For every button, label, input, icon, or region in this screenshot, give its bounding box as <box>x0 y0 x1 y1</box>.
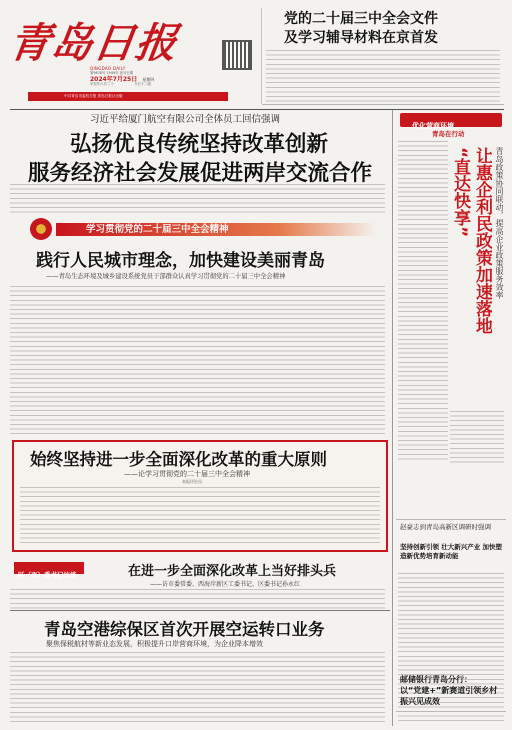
district-subtitle: ——访市委常委、西海岸新区工委书记、区委书记孙永红 <box>150 581 301 588</box>
issue-line: 第9876号 1949年 创刊日期 <box>90 71 134 75</box>
bottom-story-title: 青岛空港综保区首次开展空运转口业务 <box>44 620 325 639</box>
boxed-editorial-byline: 本报评论员 <box>182 479 202 484</box>
sidebar-column-sub: 青岛在行动 <box>432 130 465 138</box>
page-count: 今日十二版 <box>134 82 151 86</box>
sidebar-brief-2-sub: 以“党建+”新赛道引领乡村振兴见成效 <box>400 686 498 706</box>
district-body <box>10 589 385 611</box>
top-story-body <box>266 50 500 102</box>
district-story <box>10 556 390 616</box>
sidebar-column-tag <box>400 113 502 130</box>
second-story <box>10 244 390 439</box>
second-story-body <box>10 286 385 434</box>
lead-title-line2: 服务经济社会发展促进两岸交流合作 <box>28 161 373 186</box>
masthead-qr-code <box>222 40 252 70</box>
sidebar-brief-1-title: 赵豪志到青岛高新区调研时强调 <box>400 523 491 531</box>
bottom-story-body <box>10 652 385 724</box>
section-banner-label: 学习贯彻党的二十届三中全会精神 <box>86 224 229 235</box>
lead-title-line1: 弘扬优良传统坚持改革创新 <box>70 132 329 157</box>
sidebar-body-left <box>398 141 448 461</box>
party-emblem-icon <box>30 218 52 240</box>
sidebar-brief-2 <box>396 674 506 726</box>
lead-story-body <box>10 184 385 216</box>
logo-pinyin: QINGDAO DAILY <box>90 66 126 71</box>
weekday-text: 星期四 <box>142 77 155 82</box>
sidebar <box>396 111 506 726</box>
bottom-story <box>10 614 390 726</box>
banner-bar <box>56 223 376 236</box>
district-title: 在进一步全面深化改革上当好排头兵 <box>128 564 337 579</box>
lunar-date: 甲辰年六月二十 <box>90 82 114 86</box>
second-story-subtitle: ——青岛生态环境及城乡建设系统党员干部群众认真学习贯彻党的二十届三中全会精神 <box>46 273 286 280</box>
publisher-text: 中共青岛市委机关报 青岛日报社出版 <box>64 94 123 98</box>
lead-kicker: 习近平给厦门航空有限公司全体员工回信强调 <box>90 114 281 125</box>
sidebar-body-right <box>450 411 504 466</box>
newspaper-logo: 青岛日报 <box>6 19 181 67</box>
sidebar-vertical-title-1: “直达快享” <box>450 147 470 238</box>
sidebar-deck: 青岛政策协同联动，提高企业政策服务效率 <box>495 147 504 299</box>
boxed-editorial-subtitle: ——论学习贯彻党的二十届三中全会精神 <box>124 470 250 478</box>
date-text: 2024年7月25日 <box>90 76 138 83</box>
sidebar-brief-1-sub: 坚持创新引领 壮大新兴产业 加快塑造新优势培育新动能 <box>400 543 503 560</box>
top-story-title-line2: 及学习辅导材料在京首发 <box>284 30 438 46</box>
district-tag <box>14 562 84 579</box>
lead-story <box>10 111 390 221</box>
top-story-title-line1: 党的二十届三中全会文件 <box>284 11 438 27</box>
boxed-editorial-title: 始终坚持进一步全面深化改革的重大原则 <box>30 450 327 469</box>
boxed-editorial-body <box>20 487 380 547</box>
sidebar-brief-2-title: 邮储银行青岛分行： <box>400 675 472 684</box>
sidebar-vertical-title-2: 让惠企利民政策加速落地 <box>472 147 492 334</box>
section-banner <box>10 218 390 240</box>
sidebar-column-tag-label: 优化营商环境 <box>412 122 454 130</box>
publisher-strip <box>28 92 228 101</box>
bottom-story-subtitle: 聚焦保税航材等新业态发展，积极提升口岸营商环境，为企业降本增效 <box>46 640 263 648</box>
second-story-title: 践行人民城市理念，加快建设美丽青岛 <box>36 251 325 271</box>
top-story <box>262 8 504 108</box>
district-tag-label: 区（市）委书记访谈 <box>18 571 77 579</box>
boxed-editorial <box>12 440 388 552</box>
